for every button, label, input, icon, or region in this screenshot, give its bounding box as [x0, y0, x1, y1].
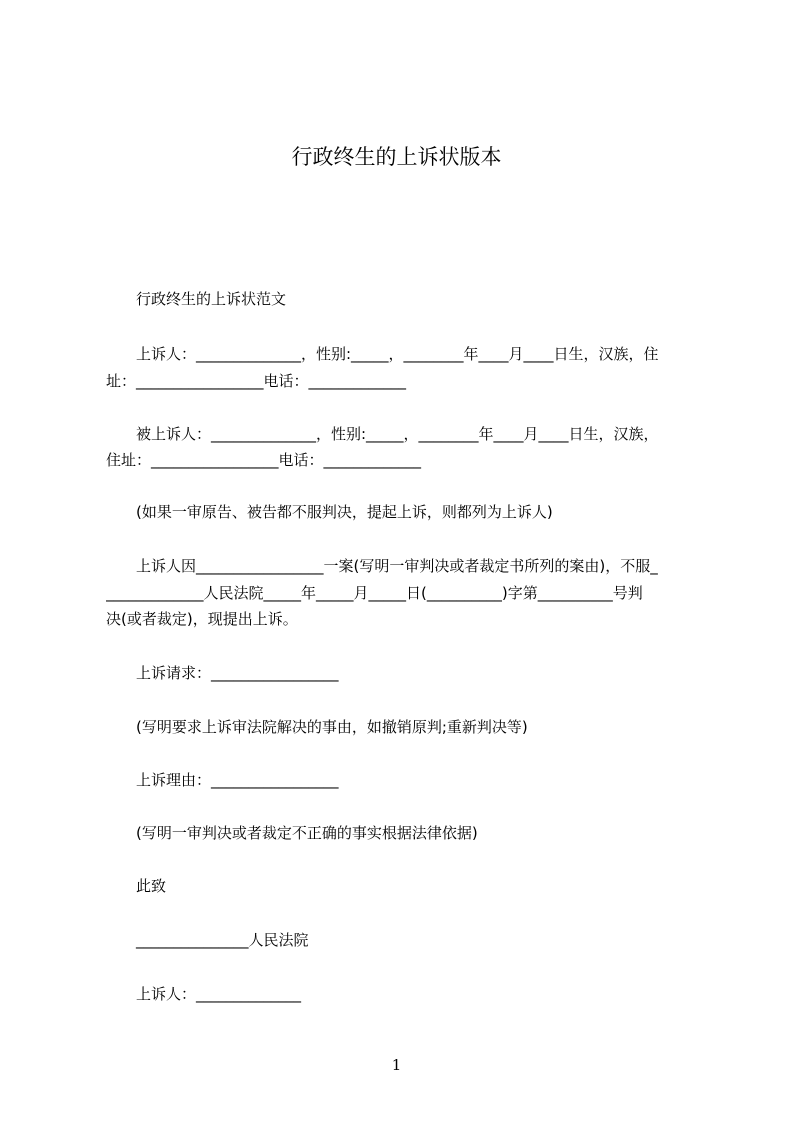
- court-name: _______________人民法院: [136, 931, 309, 949]
- appellee-line-1: 被上诉人：______________，性别:_____，________年____月____日生，汉族，: [136, 425, 659, 443]
- cause-line-1: 上诉人因_________________一案(写明一审判决或者裁定书所列的案由)，不服_: [136, 557, 658, 575]
- cause-line-3: 决(或者裁定)，现提出上诉。: [106, 610, 298, 628]
- closing-salutation: 此致: [136, 877, 167, 895]
- page-number: 1: [391, 1056, 402, 1074]
- document-heading: 行政终生的上诉状范文: [136, 290, 287, 308]
- appeal-request-note: (写明要求上诉审法院解决的事由，如撤销原判;重新判决等): [136, 718, 528, 736]
- appellant-line-2: 址：_________________电话：_____________: [106, 372, 407, 390]
- appellant-line-1: 上诉人：______________，性别:_____，________年____月____日生，汉族，住: [136, 345, 659, 363]
- appeal-request: 上诉请求：_________________: [136, 664, 339, 682]
- note-both-parties: (如果一审原告、被告都不服判决，提起上诉，则都列为上诉人): [136, 503, 553, 521]
- cause-line-2: _____________人民法院_____年_____月_____日(__________)字第__________号判: [106, 584, 643, 602]
- appeal-reason: 上诉理由：_________________: [136, 771, 339, 789]
- signature-line: 上诉人：______________: [136, 985, 302, 1003]
- document-title: 行政终生的上诉状版本: [291, 145, 502, 169]
- appeal-reason-note: (写明一审判决或者裁定不正确的事实根据法律依据): [136, 824, 478, 842]
- appellee-line-2: 住址：_________________电话：_____________: [106, 451, 422, 469]
